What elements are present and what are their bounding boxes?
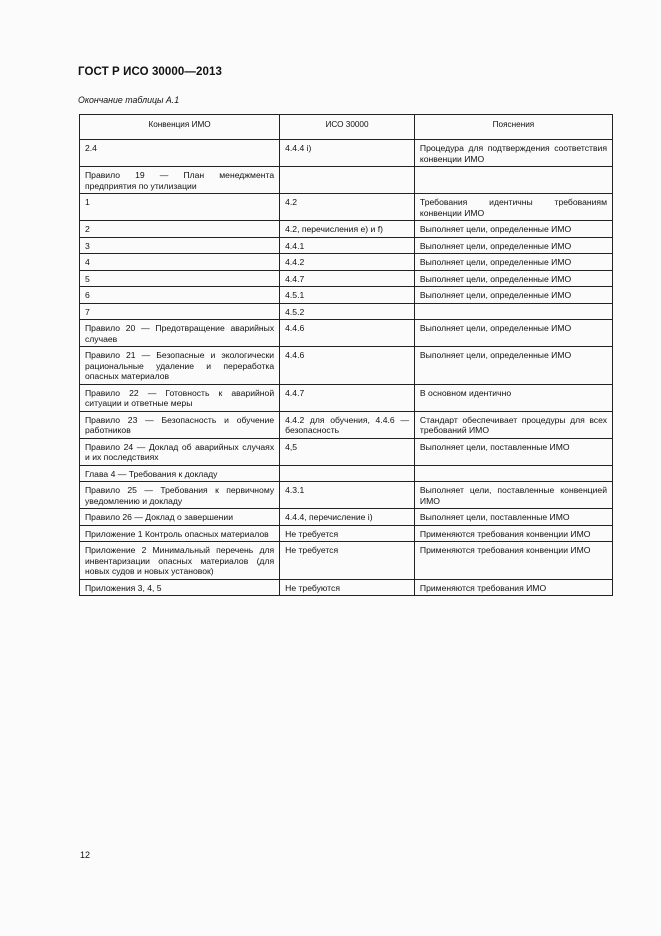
table-row <box>80 465 613 482</box>
table-cell: 4.4.2 <box>280 254 415 271</box>
table-cell: 4.4.1 <box>280 237 415 254</box>
table-cell: 2 <box>80 221 280 238</box>
table-cell: Правило 21 — Безопасные и экологически рациональные удаление и переработка опасных материалов <box>80 347 280 385</box>
table-cell: Выполняет цели, определенные ИМО <box>414 237 612 254</box>
table-cell: Правило 22 — Готовность к аварийной ситуации и ответные меры <box>80 384 280 411</box>
table-cell: 4.2, перечисления e) и f) <box>280 221 415 238</box>
table-cell: Правило 23 — Безопасность и обучение работников <box>80 411 280 438</box>
table-cell: 4.4.6 <box>280 347 415 385</box>
table-cell: Правило 19 — План менеджмента предприятия по утилизации <box>80 167 280 194</box>
table-cell: 3 <box>80 237 280 254</box>
table-row <box>80 303 613 320</box>
table-cell: Глава 4 — Требования к докладу <box>80 465 280 482</box>
table-cell: 4.4.4, перечисление i) <box>280 509 415 526</box>
table-cell: 4 <box>80 254 280 271</box>
table-cell <box>414 465 612 482</box>
table-cell: 5 <box>80 270 280 287</box>
table-cell: 4.4.7 <box>280 270 415 287</box>
table-row <box>80 320 613 347</box>
table-cell: Не требуется <box>280 542 415 580</box>
table-caption: Окончание таблицы А.1 <box>78 95 180 105</box>
table-cell: Выполняет цели, поставленные конвенцией ИМО <box>414 482 612 509</box>
table-row <box>80 438 613 465</box>
table-cell: 7 <box>80 303 280 320</box>
table-cell: 4.4.7 <box>280 384 415 411</box>
table-cell: Выполняет цели, определенные ИМО <box>414 270 612 287</box>
table-cell: Выполняет цели, определенные ИМО <box>414 221 612 238</box>
table-row <box>80 254 613 271</box>
table-cell: Выполняет цели, определенные ИМО <box>414 347 612 385</box>
table-row <box>80 509 613 526</box>
table-row <box>80 411 613 438</box>
table-row <box>80 140 613 167</box>
table-cell: Выполняет цели, определенные ИМО <box>414 287 612 304</box>
table-cell: 4.4.2 для обучения, 4.4.6 — безопасность <box>280 411 415 438</box>
table-row <box>80 579 613 596</box>
table-cell: Приложение 1 Контроль опасных материалов <box>80 525 280 542</box>
table-cell: 4.3.1 <box>280 482 415 509</box>
table-cell: Правило 26 — Доклад о завершении <box>80 509 280 526</box>
table-cell: Применяются требования конвенции ИМО <box>414 542 612 580</box>
document-title: ГОСТ Р ИСО 30000—2013 <box>78 66 223 78</box>
table-cell <box>280 465 415 482</box>
table-row <box>80 287 613 304</box>
table-cell: Применяются требования ИМО <box>414 579 612 596</box>
column-header-explanations: Пояснения <box>414 115 612 140</box>
table-cell <box>414 303 612 320</box>
table-cell: 4,5 <box>280 438 415 465</box>
table-cell: Приложения 3, 4, 5 <box>80 579 280 596</box>
table-cell: 4.2 <box>280 194 415 221</box>
table-cell: Применяются требования конвенции ИМО <box>414 525 612 542</box>
table-cell: 4.5.1 <box>280 287 415 304</box>
table-cell: Выполняет цели, поставленные ИМО <box>414 509 612 526</box>
table-cell <box>414 167 612 194</box>
table-row <box>80 237 613 254</box>
table-cell: Правило 20 — Предотвращение аварийных случаев <box>80 320 280 347</box>
column-header-imo-convention: Конвенция ИМО <box>80 115 280 140</box>
table-row <box>80 384 613 411</box>
column-header-iso-30000: ИСО 30000 <box>280 115 415 140</box>
table-cell: 6 <box>80 287 280 304</box>
table-cell: Правило 25 — Требования к первичному уведомлению и докладу <box>80 482 280 509</box>
table-cell: Выполняет цели, определенные ИМО <box>414 320 612 347</box>
table-cell: Приложение 2 Минимальный перечень для инвентаризации опасных материалов (для новых судов и новых установок) <box>80 542 280 580</box>
table-row <box>80 221 613 238</box>
table-row <box>80 167 613 194</box>
table-cell: В основном идентично <box>414 384 612 411</box>
table-row <box>80 270 613 287</box>
page-number: 12 <box>80 850 91 860</box>
table-row <box>80 347 613 385</box>
table-cell: Процедура для подтверждения соответствия конвенции ИМО <box>414 140 612 167</box>
table-row <box>80 482 613 509</box>
table-row <box>80 525 613 542</box>
table-cell: Не требуются <box>280 579 415 596</box>
table-cell: 4.4.4 i) <box>280 140 415 167</box>
table-cell: 2.4 <box>80 140 280 167</box>
table-row <box>80 542 613 580</box>
table-cell: 4.5.2 <box>280 303 415 320</box>
table-cell: Выполняет цели, поставленные ИМО <box>414 438 612 465</box>
table-cell: Выполняет цели, определенные ИМО <box>414 254 612 271</box>
table-cell: Правило 24 — Доклад об аварийных случаях и их последствиях <box>80 438 280 465</box>
table-cell: 4.4.6 <box>280 320 415 347</box>
imo-correspondence-table <box>79 114 613 596</box>
table-cell: Требования идентичны требованиям конвенции ИМО <box>414 194 612 221</box>
table-row <box>80 194 613 221</box>
table-cell <box>280 167 415 194</box>
table-cell: Стандарт обеспечивает процедуры для всех требований ИМО <box>414 411 612 438</box>
table-cell: Не требуется <box>280 525 415 542</box>
table-header-row <box>80 115 613 140</box>
table-cell: 1 <box>80 194 280 221</box>
